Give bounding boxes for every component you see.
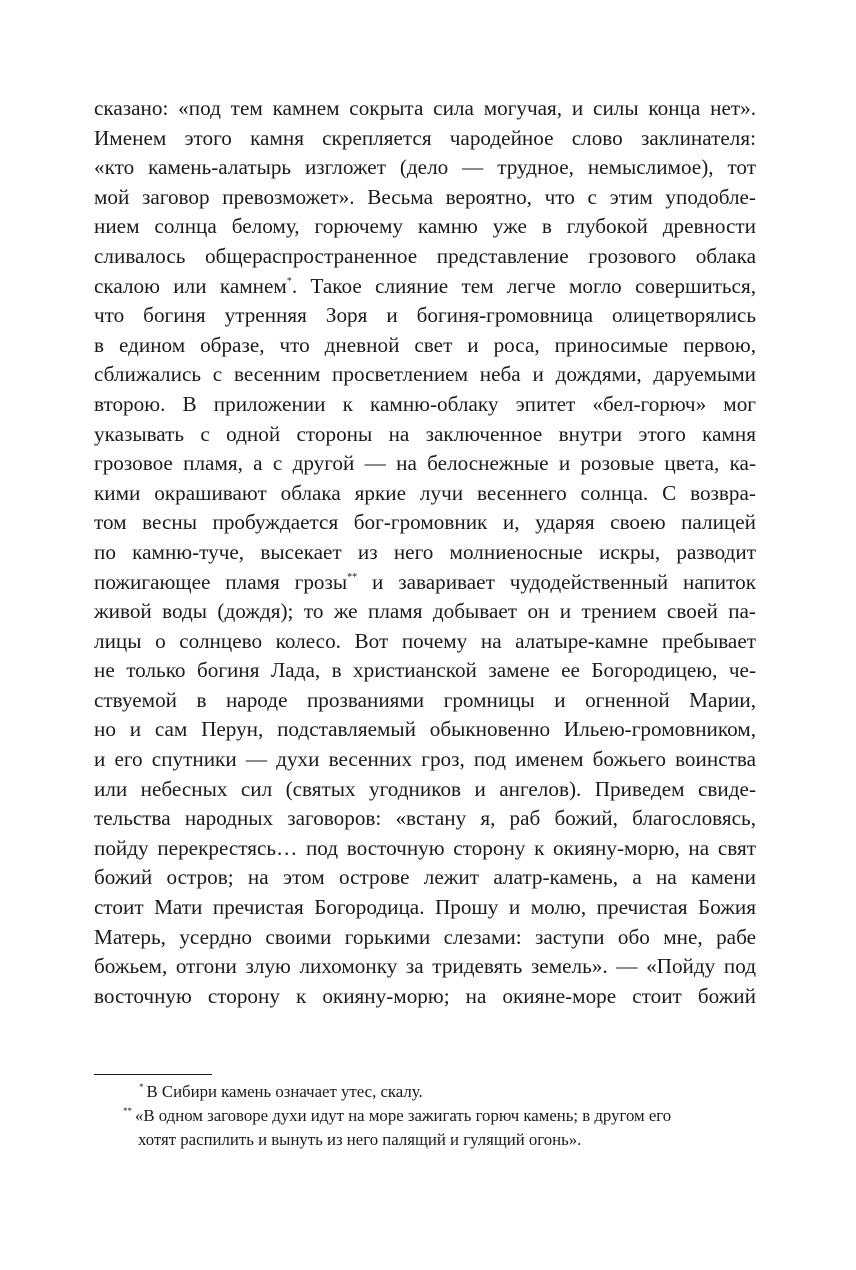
- text-line-15: том весны пробуждается бог-громовник и, ударяя своею палицей: [94, 510, 756, 535]
- text-line-23: и его спутники — духи весенних гроз, под именем божьего воинства: [94, 747, 756, 772]
- text-line-10: сближались с весенним просветлением неба и дождями, даруемыми: [94, 362, 756, 387]
- footnote-2-continuation: хотят распилить и вынуть из него палящий и гулящий огонь».: [138, 1130, 582, 1149]
- text-line-1: сказано: «под тем камнем сокрыта сила могучая, и силы конца нет».: [94, 96, 756, 120]
- text-line-14: кими окрашивают облака яркие лучи весеннего солнца. С возвра-: [94, 480, 756, 505]
- text-line-7: [94, 272, 756, 302]
- footnotes: [94, 1080, 756, 1152]
- text-line-17: [94, 568, 756, 598]
- text-line-9: в едином образе, что дневной свет и роса, приносимые первою,: [94, 332, 756, 357]
- text-segment: Такое слияние тем легче могло совершиться,: [297, 273, 756, 298]
- text-segment: .: [291, 273, 298, 298]
- text-line-30: божьем, отгони злую лихомонку за тридевять земель». — «Пойду под: [94, 954, 756, 979]
- text-line-27: божий остров; на этом острове лежит алатр-камень, а на камени: [94, 865, 756, 890]
- text-line-31: восточную сторону к окияну-морю; на окияне-море стоит божий: [94, 983, 756, 1008]
- footnote-text: «В одном заговоре духи идут на море зажигать горюч камень; в другом его: [135, 1106, 672, 1125]
- text-line-26: пойду перекрестясь… под восточную сторону к окияну-морю, на свят: [94, 835, 756, 860]
- footnote-mark: *: [139, 1082, 144, 1092]
- text-line-8: что богиня утренняя Зоря и богиня-громовница олицетворялись: [94, 303, 756, 328]
- text-line-13: грозовое пламя, а с другой — на белоснежные и розовые цвета, ка-: [94, 451, 756, 476]
- text-line-6: сливалось общераспространенное представление грозового облака: [94, 243, 756, 268]
- text-line-4: мой заговор превозможет». Весьма вероятно, что с этим уподобле-: [94, 184, 756, 209]
- text-line-3: «кто камень-алатырь изгложет (дело — трудное, немыслимое), тот: [94, 155, 756, 180]
- text-line-18: живой воды (дождя); то же пламя добывает он и трением своей па-: [94, 599, 756, 624]
- text-segment: пожигающее пламя грозы: [94, 569, 348, 594]
- footnote-mark: **: [123, 1106, 132, 1116]
- text-line-22: но и сам Перун, подставляемый обыкновенно Ильею-громовником,: [94, 717, 756, 742]
- footnote-divider: [94, 1074, 212, 1075]
- text-line-16: по камню-туче, высекает из него молниеносные искры, разводит: [94, 539, 756, 564]
- footnote-ref-1[interactable]: *: [286, 275, 292, 287]
- text-line-11: второю. В приложении к камню-облаку эпитет «бел-горюч» мог: [94, 391, 756, 416]
- footnote-text: В Сибири камень означает утес, скалу.: [146, 1082, 423, 1101]
- main-text: [94, 94, 756, 1011]
- footnote-2: [94, 1104, 756, 1128]
- text-line-25: тельства народных заговоров: «встану я, раб божий, благословясь,: [94, 806, 756, 831]
- text-line-24: или небесных сил (святых угодников и ангелов). Приведем свиде-: [94, 776, 756, 801]
- text-line-29: Матерь, усердно своими горькими слезами: заступи обо мне, рабе: [94, 924, 756, 949]
- text-segment: и заваривает чудодейственный напиток: [357, 569, 756, 594]
- text-line-21: ствуемой в народе прозваниями громницы и огненной Марии,: [94, 687, 756, 712]
- footnote-ref-2[interactable]: **: [347, 571, 358, 583]
- text-line-28: стоит Мати пречистая Богородица. Прошу и молю, пречистая Божия: [94, 895, 756, 920]
- text-line-2: Именем этого камня скрепляется чародейное слово заклинателя:: [94, 125, 756, 150]
- text-segment: скалою или камнем: [94, 273, 287, 298]
- text-line-5: нием солнца белому, горючему камню уже в глубокой древности: [94, 214, 756, 239]
- text-line-19: лицы о солнцево колесо. Вот почему на алатыре-камне пребывает: [94, 628, 756, 653]
- text-line-12: указывать с одной стороны на заключенное внутри этого камня: [94, 421, 756, 446]
- footnote-1: [94, 1080, 756, 1104]
- text-line-20: не только богиня Лада, в христианской замене ее Богородицею, че-: [94, 658, 756, 683]
